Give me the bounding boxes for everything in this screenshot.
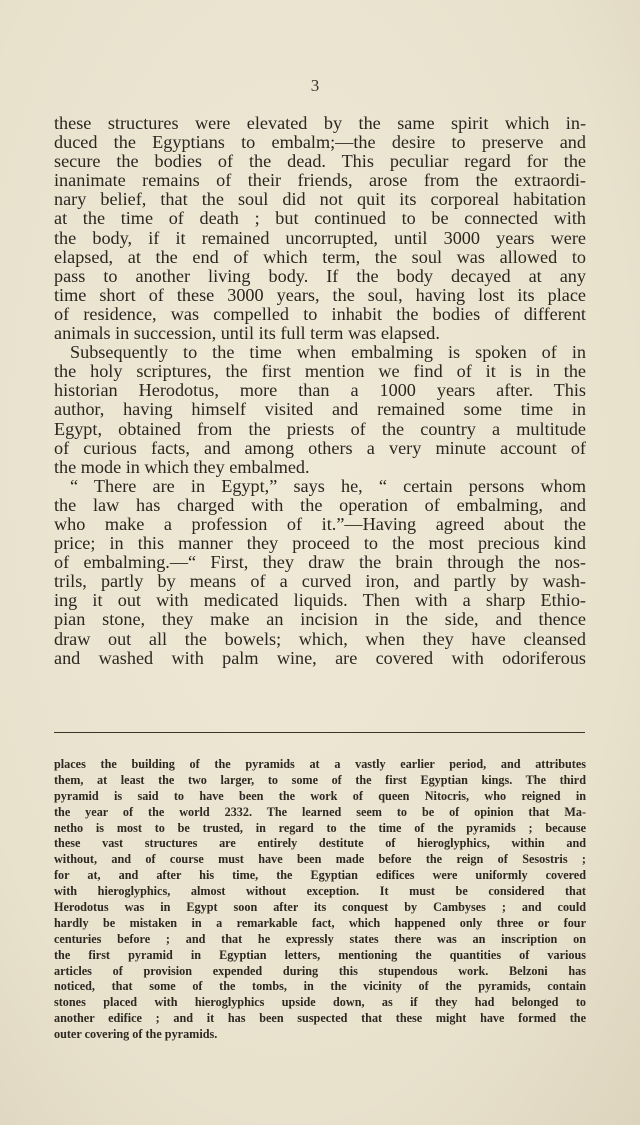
text-line: elapsed, at the end of which term, the soul was allowed to (54, 246, 586, 267)
footnote-line: hardly be mistaken in a remarkable fact, which happened only three or four (54, 915, 586, 930)
footnote-line: netho is most to be trusted, in regard to the time of the pyramids ; because (54, 820, 586, 835)
main-text (54, 114, 586, 668)
text-line: Egypt, obtained from the priests of the country a multitude (54, 418, 586, 439)
footnote-line: another edifice ; and it has been suspected that these might have formed the (54, 1011, 586, 1026)
footnote-line: places the building of the pyramids at a vastly earlier period, and attributes (54, 757, 586, 771)
text-line: who make a profession of it.”—Having agreed about the (54, 513, 586, 534)
footnote-line: without, and of course must have been made before the reign of Sesostris ; (54, 852, 586, 867)
text-line: animals in succession, until its full term was elapsed. (54, 323, 440, 344)
text-line: ing it out with medicated liquids. Then with a sharp Ethio- (54, 590, 586, 611)
text-line: price; in this manner they proceed to the most precious kind (54, 533, 586, 554)
text-line: Subsequently to the time when embalming is spoken of in (70, 342, 586, 363)
footnote-line: the first pyramid in Egyptian letters, mentioning the quantities of various (54, 947, 586, 962)
text-line: the body, if it remained uncorrupted, until 3000 years were (54, 227, 586, 248)
text-line: draw out all the bowels; which, when they have cleansed (54, 628, 586, 649)
text-line: the mode in which they embalmed. (54, 456, 310, 477)
footnote-divider (54, 732, 585, 733)
footnote-line: articles of provision expended during this stupendous work. Belzoni has (54, 963, 586, 978)
text-line: these structures were elevated by the same spirit which in- (54, 113, 586, 133)
text-line: and washed with palm wine, are covered with odoriferous (54, 647, 586, 668)
text-line: pass to another living body. If the body decayed at any (54, 265, 586, 286)
footnote-line: them, at least the two larger, to some of the first Egyptian kings. The third (54, 772, 586, 787)
footnote-line: these vast structures are entirely destitute of hieroglyphics, within and (54, 836, 586, 851)
text-line: author, having himself visited and remained some time in (54, 399, 586, 420)
text-line: nary belief, that the soul did not quit its corporeal habitation (54, 189, 586, 210)
text-line: pian stone, they make an incision in the side, and thence (54, 609, 586, 630)
text-line: of embalming.—“ First, they draw the brain through the nos- (54, 552, 586, 573)
text-line: “ There are in Egypt,” says he, “ certain persons whom (70, 475, 586, 496)
text-line: inanimate remains of their friends, arose from the extraordi- (54, 170, 586, 191)
footnote-line: pyramid is said to have been the work of queen Nitocris, who reigned in (54, 788, 586, 803)
footnote-line: the year of the world 2332. The learned seem to be of opinion that Ma- (54, 804, 586, 819)
footnote-line: Herodotus was in Egypt soon after its conquest by Cambyses ; and could (54, 900, 586, 915)
text-line: secure the bodies of the dead. This peculiar regard for the (54, 151, 586, 172)
page-number: 3 (310, 76, 320, 95)
text-line: time short of these 3000 years, the soul, having lost its place (54, 284, 586, 305)
text-line: the law has charged with the operation of embalming, and (54, 494, 586, 515)
text-line: of curious facts, and among others a very minute account of (54, 437, 586, 458)
text-line: at the time of death ; but continued to be connected with (54, 208, 586, 229)
footnote-line: for at, and after his time, the Egyptian edifices were uniformly covered (54, 868, 586, 883)
text-line: the holy scriptures, the first mention we find of it is in the (54, 361, 586, 382)
footnote-line: centuries before ; and that he expressly states there was an inscription on (54, 931, 586, 946)
footnote-line: noticed, that some of the tombs, in the vicinity of the pyramids, contain (54, 979, 586, 994)
text-line: duced the Egyptians to embalm;—the desire to preserve and (54, 132, 586, 153)
footnote (54, 757, 586, 1043)
text-line: of residence, was compelled to inhabit the bodies of different (54, 303, 586, 324)
text-line: historian Herodotus, more than a 1000 years after. This (54, 380, 586, 401)
footnote-line: stones placed with hieroglyphics upside down, as if they had belonged to (54, 995, 586, 1010)
footnote-line: outer covering of the pyramids. (54, 1027, 218, 1042)
text-line: trils, partly by means of a curved iron, and partly by wash- (54, 571, 586, 592)
footnote-line: with hieroglyphics, almost without exception. It must be considered that (54, 884, 586, 899)
